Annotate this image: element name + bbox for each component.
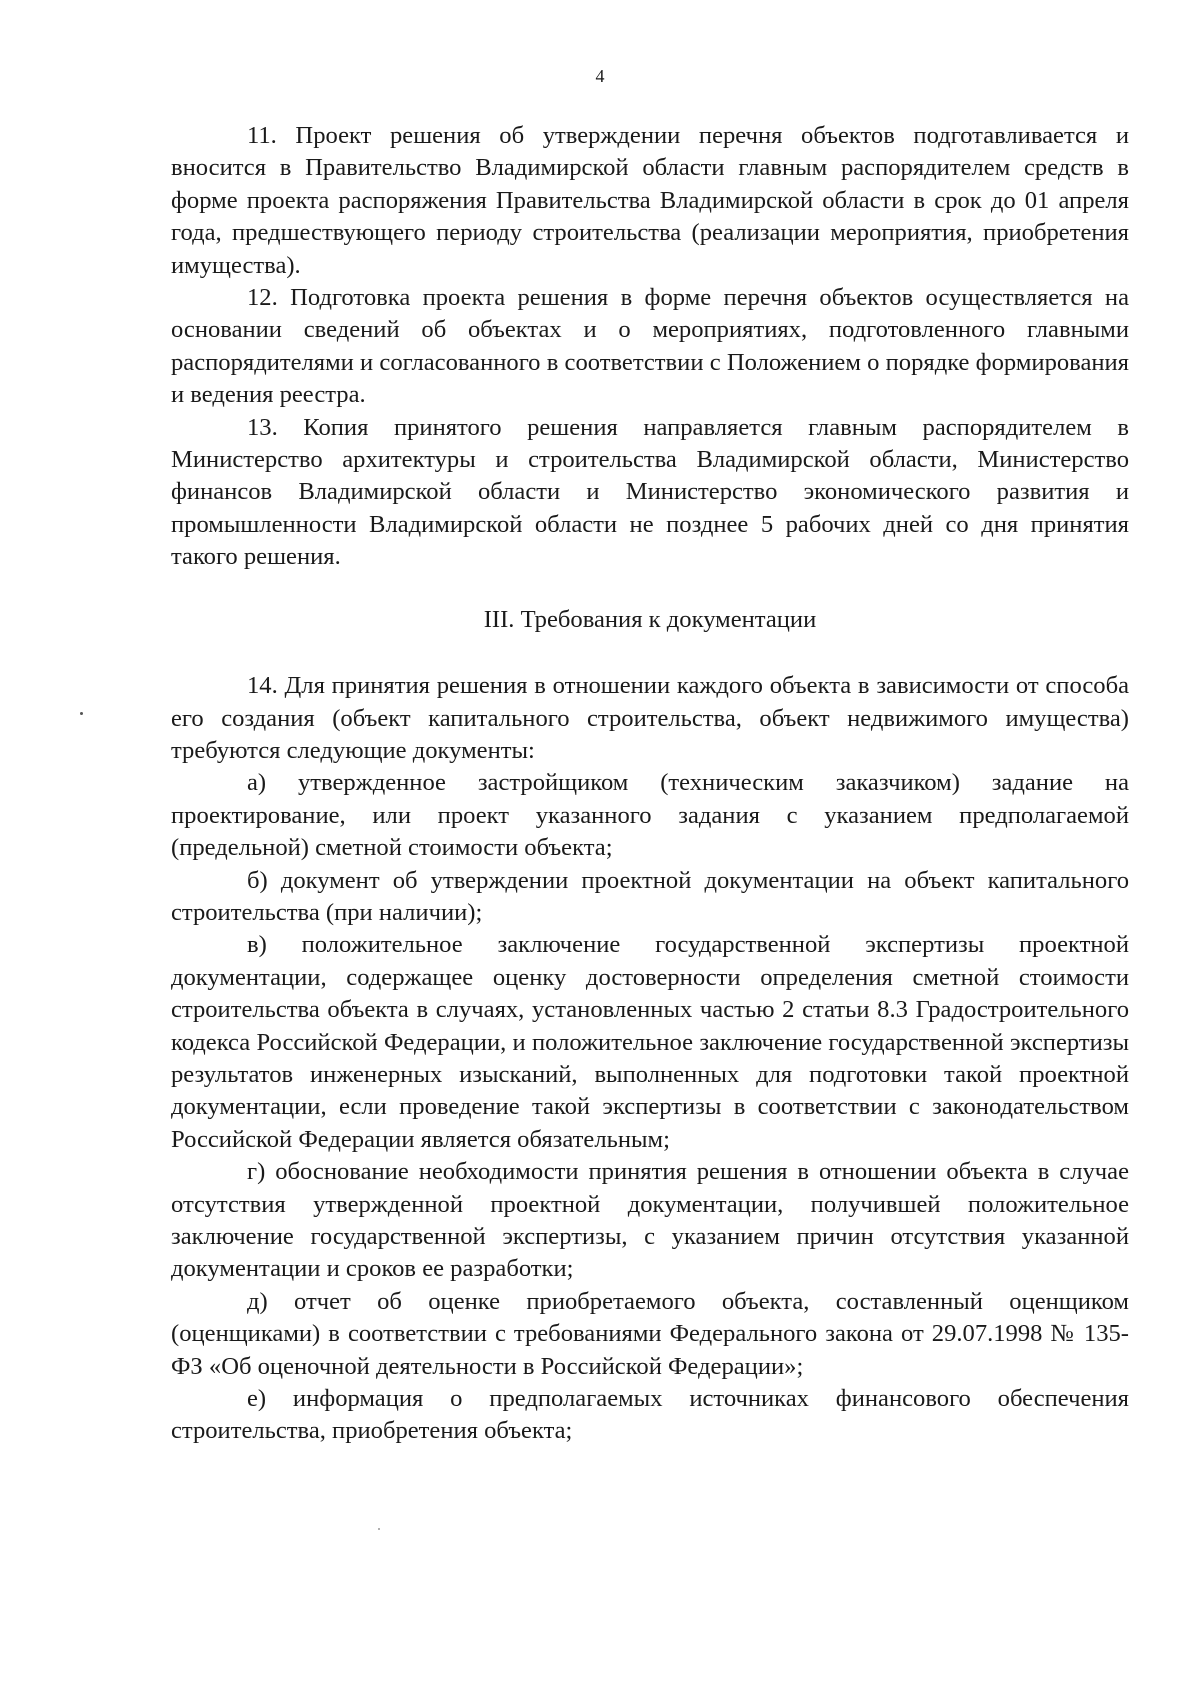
scan-artifact-dot	[80, 712, 83, 715]
list-item-v: в) положительное заключение государственной экспертизы проектной документации, содержащее оценку достоверности определения сметной стоимости строительства объекта в случаях, установленных частью 2 статьи 8.3 Градостроительного кодекса Российской Федерации, и положительное заключение государственной экспертизы результатов инженерных изысканий, выполненных для подготовки такой проектной документации, если проведение такой экспертизы в соответствии с законодательством Российской Федерации является обязательным;	[171, 931, 1129, 1153]
paragraph-12: 12. Подготовка проекта решения в форме перечня объектов осуществляется на основании сведений об объектах и о мероприятиях, подготовленного главными распорядителями и согласованного в соответствии с Положением о порядке формирования и ведения реестра.	[171, 284, 1129, 409]
page-number: 4	[595, 66, 605, 86]
list-item-g: г) обоснование необходимости принятия решения в отношении объекта в случае отсутствия утвержденной проектной документации, получившей положительное заключение государственной экспертизы, с указанием причин отсутствия указанной документации и сроков ее разработки;	[171, 1158, 1129, 1283]
list-item-d: д) отчет об оценке приобретаемого объекта, составленный оценщиком (оценщиками) в соответствии с требованиями Федерального закона от 29.07.1998 № 135-ФЗ «Об оценочной деятельности в Российской Федерации»;	[171, 1287, 1129, 1380]
scan-artifact-dot	[378, 1528, 380, 1530]
paragraph-13: 13. Копия принятого решения направляется главным распорядителем в Министерство архитектуры и строительства Владимирской области, Министерство финансов Владимирской области и Министерство экономического развития и промышленности Владимирской области не позднее 5 рабочих дней со дня принятия такого решения.	[171, 413, 1129, 571]
paragraph-14: 14. Для принятия решения в отношении каждого объекта в зависимости от способа его создания (объект капитального строительства, объект недвижимого имущества) требуются следующие документы:	[171, 672, 1129, 764]
list-item-b: б) документ об утверждении проектной документации на объект капитального строительства (при наличии);	[171, 866, 1129, 926]
list-item-e: е) информация о предполагаемых источниках финансового обеспечения строительства, приобретения объекта;	[171, 1385, 1129, 1445]
section-heading: III. Требования к документации	[483, 605, 817, 633]
document-body	[171, 120, 1129, 1448]
paragraph-11: 11. Проект решения об утверждении перечня объектов подготавливается и вносится в Правительство Владимирской области главным распорядителем средств в форме проекта распоряжения Правительства Владимирской области в срок до 01 апреля года, предшествующего периоду строительства (реализации мероприятия, приобретения имущества).	[171, 122, 1129, 279]
list-item-a: а) утвержденное застройщиком (техническим заказчиком) задание на проектирование, или проект указанного задания с указанием предполагаемой (предельной) сметной стоимости объекта;	[171, 769, 1129, 862]
